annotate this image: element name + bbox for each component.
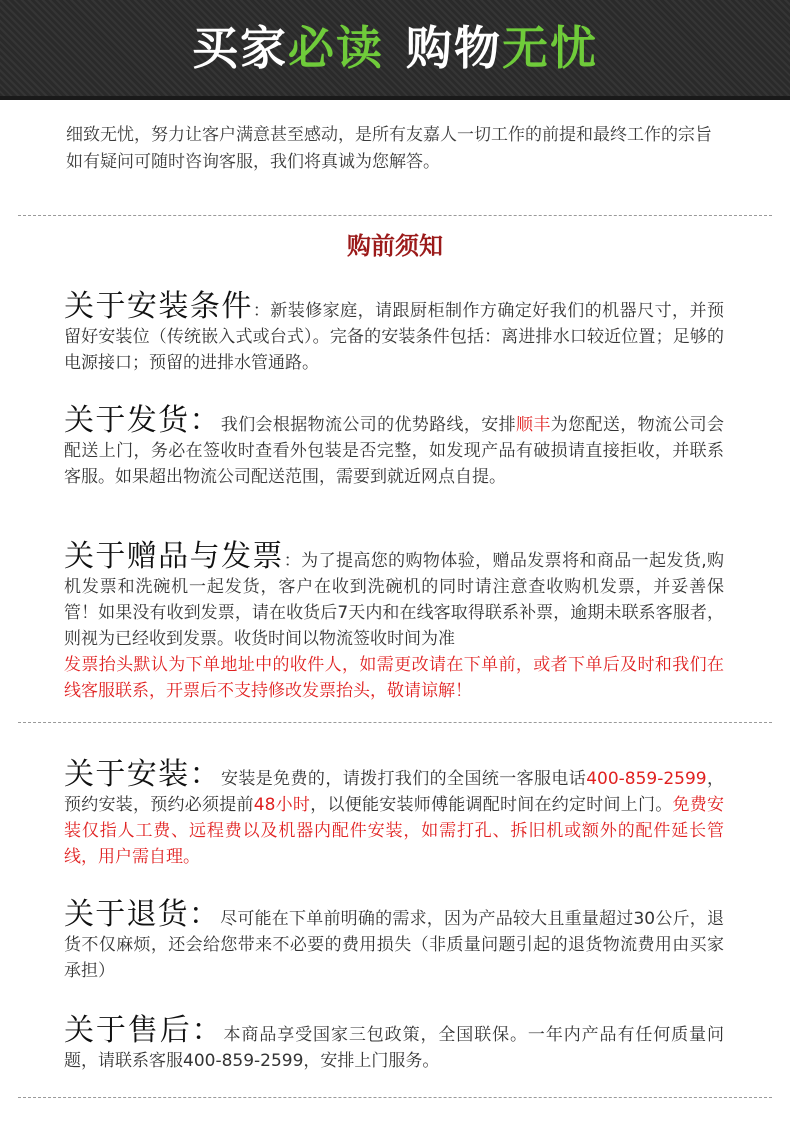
divider (18, 1097, 772, 1098)
installation-hours: 48小时 (253, 795, 311, 815)
banner-title-part1: 买家 (192, 21, 288, 75)
gift-invoice-body: 为了提高您的购物体验，赠品发票将和商品一起发货,购机发票和洗碗机一起发货，客户在收到洗碗机的同时请注意查收购机发票，并妥善保管！如果没有收到发票，请在收货后7天内和在线客取得联系补票，逾期未联系客服者，则视为已经收到发票。收货时间以物流签收时间为准 (64, 551, 725, 649)
installation-block (64, 758, 724, 870)
returns-body: 尽可能在下单前明确的需求，因为产品较大且重量超过30公斤，退货不仅麻烦，还会给您带来不必要的费用损失（非质量问题引起的退货物流费用由买家承担） (64, 909, 724, 981)
shipping-block (64, 404, 724, 490)
gift-invoice-heading: 关于赠品与发票 (64, 539, 284, 574)
gift-invoice-notice: 发票抬头默认为下单地址中的收件人，如需更改请在下单前，或者下单后及时和我们在线客服联系，开票后不支持修改发票抬头，敬请谅解！ (64, 655, 724, 701)
shipping-body-after: 为您配送，物流公司会配送上门，务必在签收时查看外包装是否完整，如发现产品有破损请直接拒收，并联系客服。如果超出物流公司配送范围，需要到就近网点自提。 (64, 415, 725, 487)
installation-body-after: ，以便能安装师傅能调配时间在约定时间上门。 (310, 795, 673, 815)
returns-heading: 关于退货： (64, 897, 221, 932)
shipping-heading: 关于发货： (64, 403, 221, 438)
banner-title-part2-accent: 无忧 (502, 21, 598, 75)
gift-invoice-sep: ： (283, 551, 302, 571)
installation-heading: 关于安装： (64, 757, 221, 792)
intro-text: 细致无忧，努力让客户满意甚至感动，是所有友嘉人一切工作的前提和最终工作的宗旨如有疑问可随时咨询客服，我们将真诚为您解答。 (66, 125, 712, 172)
install-conditions-sep: ： (252, 301, 271, 321)
install-conditions-body: 新装修家庭，请跟厨柜制作方确定好我们的机器尺寸，并预留好安装位（传统嵌入式或台式）。完备的安装条件包括：离进排水口较近位置；足够的电源接口；预留的进排水管通路。 (64, 301, 724, 373)
install-conditions-heading: 关于安装条件 (64, 289, 253, 324)
gift-invoice-block (64, 540, 724, 704)
installation-phone: 400-859-2599 (586, 769, 707, 789)
banner-title-part1-accent: 必读 (288, 21, 384, 75)
returns-block (64, 898, 724, 984)
installation-body-before: 安装是免费的，请拨打我们的全国统一客服电话 (220, 769, 587, 789)
after-sales-body: 本商品享受国家三包政策，全国联保。一年内产品有任何质量问题，请联系客服400-859-2599，安排上门服务。 (64, 1025, 724, 1071)
after-sales-heading: 关于售后： (64, 1013, 224, 1048)
install-conditions-block (64, 290, 724, 376)
divider (18, 215, 772, 216)
installation-body-mid: ，预约安装，预约必须提前 (64, 769, 725, 815)
installation-notice: 免费安装仅指人工费、远程费以及机器内配件安装，如需打孔、拆旧机或额外的配件延长管线，用户需自理。 (64, 795, 725, 867)
shipping-body-before: 我们会根据物流公司的优势路线，安排 (220, 415, 517, 435)
banner-title-part2: 购物 (406, 21, 502, 75)
header-banner (0, 0, 790, 100)
after-sales-block (64, 1014, 724, 1074)
shipping-courier: 顺丰 (516, 415, 551, 435)
section-title: 购前须知 (347, 232, 443, 260)
divider (18, 722, 772, 723)
banner-title (0, 18, 790, 78)
